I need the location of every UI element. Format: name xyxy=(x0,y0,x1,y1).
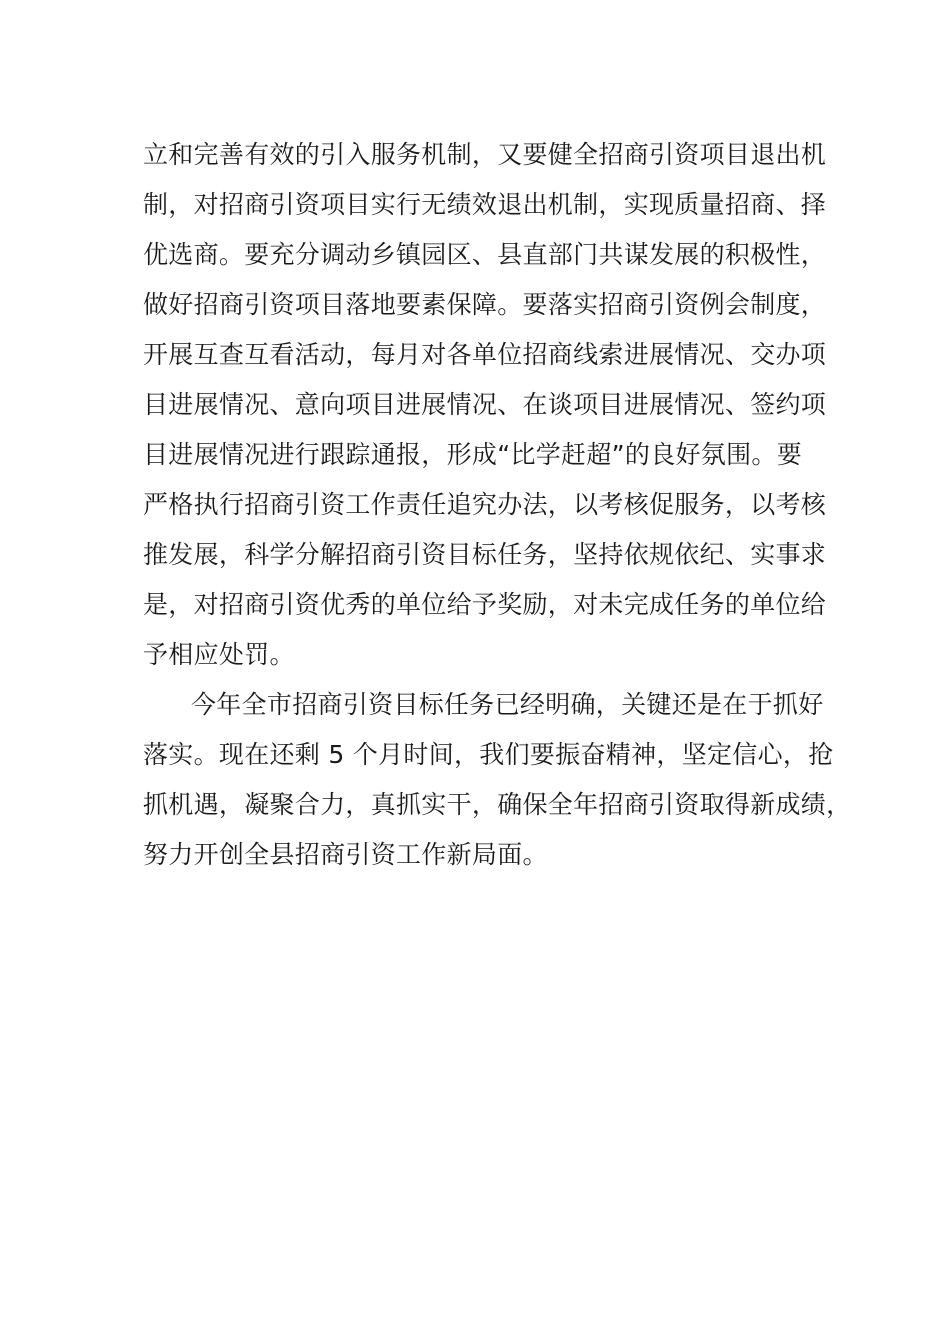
paragraph-line: 立和完善有效的引入服务机制，又要健全招商引资项目退出机 xyxy=(143,140,827,169)
document-body xyxy=(143,130,852,880)
paragraph-line: 做好招商引资项目落地要素保障。要落实招商引资例会制度， xyxy=(143,290,827,319)
paragraph-line: 予相应处罚。 xyxy=(143,640,295,669)
paragraph-line: 努力开创全县招商引资工作新局面。 xyxy=(143,840,548,869)
paragraph-line: 落实。现在还剩 5 个月时间，我们要振奋精神，坚定信心，抢 xyxy=(143,740,834,769)
paragraph-line: 严格执行招商引资工作责任追究办法，以考核促服务，以考核 xyxy=(143,490,827,519)
paragraph-line: 开展互查互看活动，每月对各单位招商线索进展情况、交办项 xyxy=(143,340,827,369)
paragraph-line: 是，对招商引资优秀的单位给予奖励，对未完成任务的单位给 xyxy=(143,590,827,619)
paragraph-line: 目进展情况进行跟踪通报，形成“比学赶超”的良好氛围。要 xyxy=(143,440,803,469)
paragraph-line: 目进展情况、意向项目进展情况、在谈项目进展情况、签约项 xyxy=(143,390,827,419)
paragraph-line: 今年全市招商引资目标任务已经明确，关键还是在于抓好 xyxy=(191,690,824,719)
paragraph-line: 优选商。要充分调动乡镇园区、县直部门共谋发展的积极性， xyxy=(143,240,827,269)
paragraph-1 xyxy=(143,130,827,680)
paragraph-line: 推发展，科学分解招商引资目标任务，坚持依规依纪、实事求 xyxy=(143,540,827,569)
paragraph-line: 制，对招商引资项目实行无绩效退出机制，实现质量招商、择 xyxy=(143,190,827,219)
paragraph-line: 抓机遇，凝聚合力，真抓实干，确保全年招商引资取得新成绩， xyxy=(143,790,852,819)
paragraph-2 xyxy=(143,680,852,880)
